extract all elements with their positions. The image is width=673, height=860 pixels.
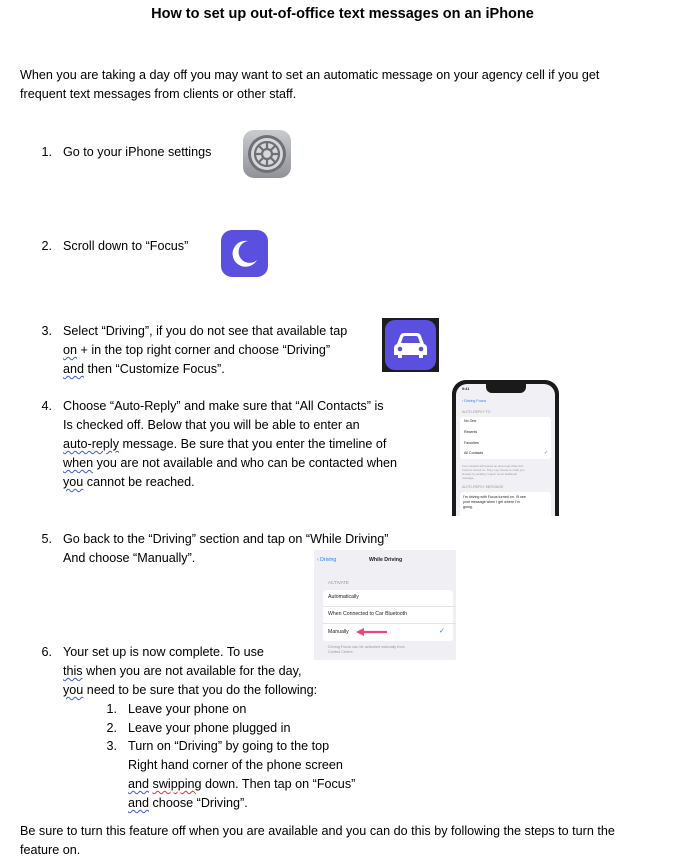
substep-1-number: 1. [106, 702, 117, 716]
step-6-line-3 [63, 681, 317, 700]
substep-3-line-3-rest: down. Then tap on “Focus” [201, 777, 356, 791]
step-5-line-1: Go back to the “Driving” section and tap on “While Driving” [63, 532, 389, 546]
substep-3-line-3-and: and [128, 777, 150, 791]
step-4-number: 4. [41, 399, 52, 413]
shot-section-activate: ACTIVATE [328, 580, 349, 585]
step-3-line-3-start: and [63, 362, 85, 376]
step-2-number: 2. [41, 239, 52, 253]
phone-message-3: going. [463, 505, 473, 509]
pink-arrow-icon [356, 628, 388, 636]
phone-option-all-contacts: All Contacts [464, 451, 484, 455]
substep-3-line-3-swipping: swipping [152, 777, 202, 791]
phone-check-icon: ✓ [544, 450, 549, 456]
substep-2-text: Leave your phone plugged in [128, 721, 291, 735]
phone-note-4: message. [462, 476, 475, 480]
phone-note-1: Your contacts will receive an auto-reply when this [462, 464, 523, 468]
shot-footer-1: Driving Focus can be activated manually from [328, 645, 405, 649]
step-6-line-3-rest: need to be sure that you do the following: [83, 683, 318, 697]
phone-auto-reply-screenshot [452, 380, 559, 516]
phone-notch [486, 384, 526, 393]
outro-line-2: feature on. [20, 843, 81, 857]
shot-footer-2: Control Centre. [328, 650, 354, 654]
shot-back-link: ‹ Driving [317, 557, 337, 563]
substep-3-line-4-and: and [128, 796, 150, 810]
substep-3-line-3 [128, 775, 355, 794]
shot-option-car-bluetooth: When Connected to Car Bluetooth [328, 611, 408, 617]
step-5-number: 5. [41, 532, 52, 546]
phone-time: 9:41 [462, 387, 470, 391]
step-3-line-2-rest: + in the top right corner and choose “Driving” [77, 343, 331, 357]
substep-3-line-4 [128, 794, 248, 813]
shot-option-automatically: Automatically [328, 594, 359, 600]
step-3-line-2 [63, 341, 330, 360]
step-6-line-2-rest: when you are not available for the day, [82, 664, 302, 678]
step-3-line-2-start: on [63, 343, 78, 357]
shot-separator [323, 606, 456, 607]
settings-gear-icon [243, 130, 291, 178]
phone-note-2: Focus is turned on. They may choose to notify you [462, 468, 525, 472]
phone-message-2: your message when I get where I’m [463, 500, 520, 504]
step-1-text: Go to your iPhone settings [63, 145, 212, 159]
step-4-line-3 [63, 435, 386, 454]
step-3-line-1: Select “Driving”, if you do not see that available tap [63, 324, 348, 338]
phone-section-auto-reply-message: AUTO-REPLY MESSAGE [462, 485, 504, 489]
shot-separator [323, 623, 456, 624]
step-4-line-4-rest: you are not available and who can be contacted when [93, 456, 397, 470]
substep-1-text: Leave your phone on [128, 702, 247, 716]
step-3-line-3-rest: then “Customize Focus”. [84, 362, 225, 376]
step-4-line-1: Choose “Auto-Reply” and make sure that “All Contacts” is [63, 399, 384, 413]
intro-line-2: frequent text messages from clients or other staff. [20, 87, 297, 101]
phone-screen [456, 384, 555, 516]
step-4-line-5-rest: cannot be reached. [83, 475, 195, 489]
driving-car-icon [382, 318, 439, 372]
phone-options-card [460, 417, 551, 459]
substep-2-number: 2. [106, 721, 117, 735]
while-driving-screenshot [314, 550, 456, 660]
shot-option-manually: Manually [328, 629, 349, 635]
shot-heading: While Driving [369, 557, 403, 563]
step-6-line-2 [63, 662, 302, 681]
phone-note-3: anyway by sending “urgent” as an additional [462, 472, 517, 476]
step-5-line-2: And choose “Manually”. [63, 551, 196, 565]
step-4-line-5-start: you [63, 475, 84, 489]
page-title: How to set up out-of-office text messages on an iPhone [151, 6, 534, 22]
step-4-line-3-rest: message. Be sure that you enter the timeline of [119, 437, 387, 451]
shot-check-icon: ✓ [439, 628, 445, 635]
phone-option-no-one: No One [464, 419, 477, 423]
step-6-line-2-start: this [63, 664, 83, 678]
substep-3-line-2: Right hand corner of the phone screen [128, 758, 343, 772]
phone-message-1: I’m driving with Focus turned on. I’ll see [463, 495, 526, 499]
substep-3-line-1: Turn on “Driving” by going to the top [128, 739, 330, 753]
step-2-text: Scroll down to “Focus” [63, 239, 189, 253]
step-4-line-5 [63, 473, 195, 492]
step-3-number: 3. [41, 324, 52, 338]
substep-3-number: 3. [106, 739, 117, 753]
step-4-line-4 [63, 454, 397, 473]
step-6-line-3-start: you [63, 683, 84, 697]
focus-moon-icon [221, 230, 268, 277]
phone-message-card [460, 492, 551, 516]
step-6-number: 6. [41, 645, 52, 659]
intro-line-1: When you are taking a day off you may want to set an automatic message on your agency cell if you get [20, 68, 600, 82]
step-1-number: 1. [41, 145, 52, 159]
outro-line-1: Be sure to turn this feature off when you are available and you can do this by following the steps to turn the [20, 824, 615, 838]
step-4-line-4-start: when [63, 456, 94, 470]
substep-3-line-4-rest: choose “Driving”. [149, 796, 248, 810]
phone-section-auto-reply-to: AUTO-REPLY TO [462, 410, 491, 414]
phone-option-recents: Recents [464, 430, 478, 434]
phone-option-favorites: Favorites [464, 441, 479, 445]
step-4-line-3-start: auto-reply [63, 437, 120, 451]
phone-back-label: Driving Focus [464, 399, 487, 403]
step-3-line-3 [63, 360, 225, 379]
phone-back-link: ‹ Driving Focus [462, 399, 487, 403]
step-6-line-1: Your set up is now complete. To use [63, 645, 264, 659]
step-4-line-2: Is checked off. Below that you will be able to enter an [63, 418, 360, 432]
